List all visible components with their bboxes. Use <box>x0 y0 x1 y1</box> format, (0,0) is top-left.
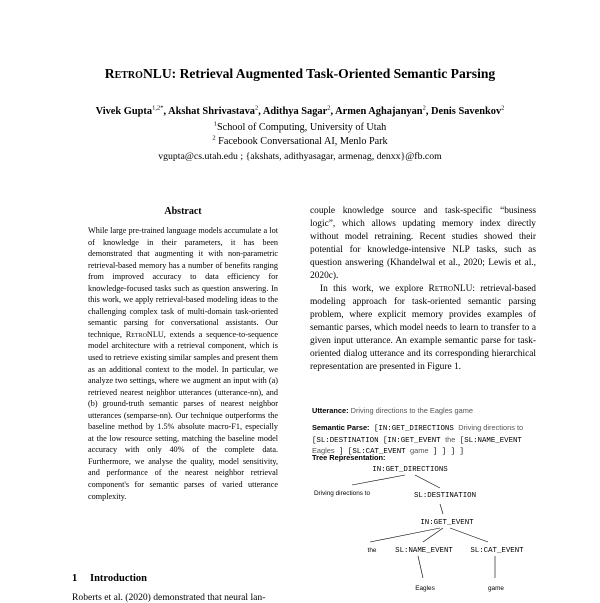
title-name-suffix: NLU <box>142 66 172 81</box>
introduction-text: Roberts et al. (2020) demonstrated that neural lan- <box>72 592 266 603</box>
tree-node-cat-event: SL:CAT_EVENT <box>470 547 524 555</box>
figure-utterance: Utterance: Driving directions to the Eagles game <box>312 406 474 415</box>
abstract-body: While large pre-trained language models accumulate a lot of knowledge in their parameters, it has been demonstrated that augmenting it with non-parametric retrieval-based memory has a number of benefits ranging from improved accuracy to data efficiency for knowledge-focused tasks such as question answering. In this work, we apply retrieval-based modeling ideas to the challenging complex task of multi-domain task-oriented semantic parsing for conversational assistants. Our technique, RetroNLU, extends a sequence-to-sequence model architecture with a retrieval component, which is used to retrieve existing similar samples and present them as an additional context to the model. In particular, we analyze two settings, where we augment an input with (a) retrieved nearest neighbor utterances (utterance-nn), and (b) ground-truth semantic parses of nearest neighbor utterances (semparse-nn). Our technique outperforms the baseline method by 1.5% absolute macro-F1, especially at the low resource setting, matching the baseline model accuracy with only 40% of the complete data. Furthermore, we analyse the quality, model sensitivity, and performance of the nearest neighbor retrieval component's for semantic parses of varied utterance complexity. <box>88 226 278 501</box>
author-list <box>0 106 600 117</box>
author: Vivek Gupta$^{1,2*}$, <box>95 104 169 117</box>
tree-leaf-game: game <box>488 585 504 592</box>
title-name-smallcaps: etro <box>114 66 143 81</box>
tree-leaf-driving-directions: Driving directions to <box>313 490 371 497</box>
tree-edge <box>352 475 405 485</box>
tree-leaf-eagles: Eagles <box>415 585 435 592</box>
figure-tree-label: Tree Representation: <box>312 453 386 462</box>
paragraph: couple knowledge source and task-specific “business logic”, which allows updating memory index directly without model retraining. Recent studies showed their potential for knowledge-intensive NLP tasks, such as question answering (Khandelwal et al., 2020; Lewis et al., 2020c). <box>310 206 536 281</box>
figure-1 <box>310 400 542 600</box>
figure-semantic-parse: Semantic Parse: [IN:GET_DIRECTIONS Driving directions to [SL:DESTINATION [IN:GET_EVENT the [SL:NAME_EVENT Eagles ] [SL:CAT_EVENT game ] ] ] ] <box>312 423 524 457</box>
section-heading-introduction: 1 Introduction <box>72 573 147 584</box>
author: Denis Savenkov$^2$ <box>431 104 505 117</box>
tree-edge <box>415 475 440 488</box>
tree-node-name-event: SL:NAME_EVENT <box>395 547 453 555</box>
tree-node-get-event: IN:GET_EVENT <box>420 519 474 527</box>
paragraph: In this work, we explore RetroNLU: retrieval-based modeling approach for task-oriented semantic parsing problem, where explicit memory provides examples of semantic parses, which model needs to learn to transfer to a given input utterance. An example semantic parse for task-oriented dialog utterance and its corresponding hierarchical representation are presented in Figure 1. <box>310 284 536 372</box>
abstract-heading: Abstract <box>164 206 202 217</box>
title-name-prefix: R <box>104 66 115 81</box>
right-column-text <box>310 205 536 374</box>
affiliation-facebook: $^2$ Facebook Conversational AI, Menlo Park <box>212 134 388 147</box>
tree-edge <box>418 556 423 578</box>
tree-node-get-directions: IN:GET_DIRECTIONS <box>372 466 448 474</box>
author-emails: vgupta@cs.utah.edu ; {akshats, adithyasagar, armenag, denxx}@fb.com <box>158 151 442 162</box>
parse-tree <box>310 400 542 600</box>
author: Adithya Sagar$^2$, <box>262 104 336 117</box>
author: Armen Aghajanyan$^2$, <box>335 104 432 117</box>
tree-edge <box>440 504 443 514</box>
tree-edge <box>450 528 488 542</box>
tree-leaf-the: the <box>367 547 377 554</box>
tree-node-destination: SL:DESTINATION <box>413 492 477 500</box>
author: Akshat Shrivastava$^2$, <box>168 104 263 117</box>
affiliation-utah: $^1$School of Computing, University of Utah <box>213 120 387 133</box>
tree-edge <box>370 528 440 542</box>
tree-edge <box>423 528 443 542</box>
title-rest: : Retrieval Augmented Task-Oriented Semantic Parsing <box>171 66 496 81</box>
paper-title <box>0 66 600 82</box>
